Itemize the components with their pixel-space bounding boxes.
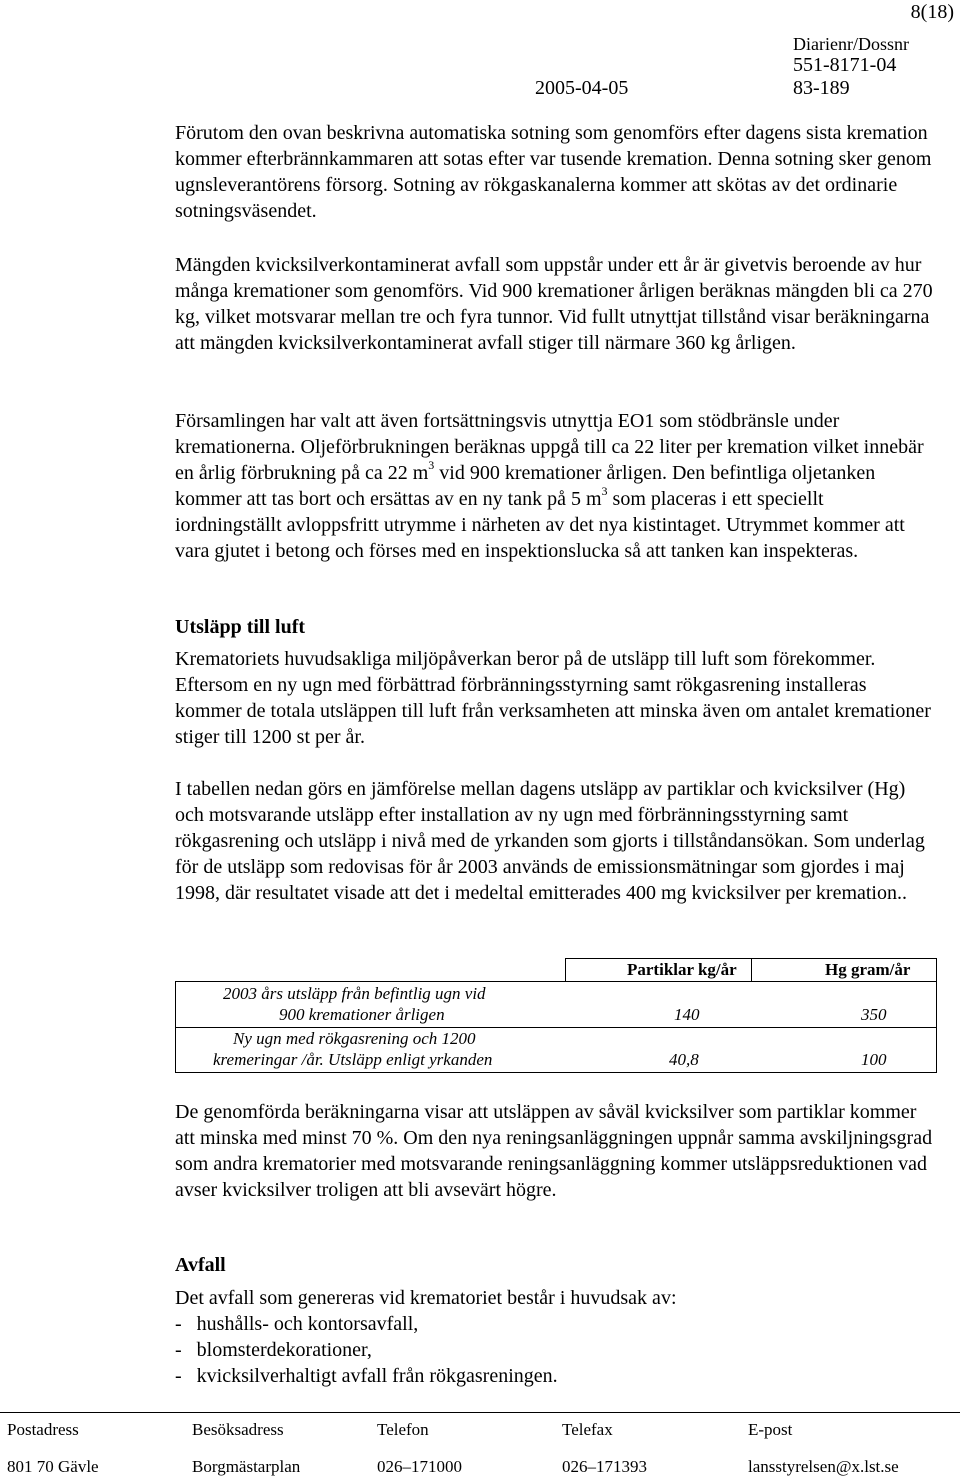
paragraph-sotning: Förutom den ovan beskrivna automatiska sotning som genomförs efter dagens sista kremation kommer efterbrännkammaren att sotas efter var tusende kremation. Denna sotning sker genom ugnsleverantörens försorg. Sotning av rökgaskanalerna kommer att skötas av det ordinarie sotningsväsendet. [175, 122, 932, 222]
paragraph-kvicksilveravfall: Mängden kvicksilverkontaminerat avfall som uppstår under ett år är givetvis beroende av hur många kremationer som genomförs. Vid 900 kremationer årligen beräknas mängden bli ca 270 kg, vilket motsvarar mellan tre och fyra tunnor. Vid fullt utnyttjat tillstånd visar beräkningarna att mängden kvicksilverkontaminerat avfall stiger till närmare 360 kg årligen. [175, 254, 933, 354]
diarienr-label: Diarienr/Dossnr [793, 34, 909, 54]
heading-utslapp-till-luft: Utsläpp till luft [175, 616, 306, 638]
footer-telefon: 026–171000 [377, 1457, 462, 1476]
paragraph-stodbransle [175, 408, 935, 564]
row2-partiklar: 40,8 [669, 1050, 699, 1069]
p3-part-b: vid 900 kremationer årligen. Den befintliga oljetanken kommer att tas bort och ersättas av en ny tank på 5 m [175, 462, 876, 510]
footer-label-epost: E-post [748, 1420, 793, 1439]
row2-label-line1: Ny ugn med rökgasrening och 1200 [233, 1029, 476, 1048]
paragraph-tabell-intro: I tabellen nedan görs en jämförelse mellan dagens utsläpp av partiklar och kvicksilver (Hg) och motsvarande utsläpp efter installation av ny ugn med förbränningsstyrning samt rökgasrening och utsläpp i nivå med de yrkanden som gjorts i tillståndansökan. Som underlag för de utsläpp som redovisas för år 2003 används de emissionsmätningar som gjordes i maj 1998, där resultatet visade att det i medeltal emitterades 400 mg kvicksilver per kremation.. [175, 778, 925, 904]
footer-besoksadress: Borgmästarplan [192, 1457, 301, 1476]
footer-label-postadress: Postadress [7, 1420, 79, 1439]
footer-divider [0, 1412, 960, 1413]
list-item: - blomsterdekorationer, [175, 1339, 372, 1361]
paragraph-berakningar: De genomförda beräkningarna visar att utsläppen av såväl kvicksilver som partiklar kommer att minska med minst 70 %. Om den nya reningsanläggningen uppnår samma avskiljningsgrad som andra krematorier med motsvarande reningsanläggning kommer utsläppsreduktionen vad avser kvicksilver troligen att bli avsevärt högre. [175, 1101, 933, 1201]
footer-telefax: 026–171393 [562, 1457, 647, 1476]
page-number: 8(18) [910, 1, 954, 23]
p3-part-a: Församlingen har valt att även fortsättningsvis utnyttja EO1 som stödbränsle under kremationerna. Oljeförbrukningen beräknas uppgå till ca 22 liter per kremation vilket innebär en årlig förbrukning på ca 22 m [175, 410, 924, 484]
footer-label-telefax: Telefax [562, 1420, 613, 1439]
paragraph-avfall-intro: Det avfall som genereras vid krematoriet består i huvudsak av: [175, 1287, 677, 1309]
footer-label-besoksadress: Besöksadress [192, 1420, 284, 1439]
footer-epost-link[interactable]: lansstyrelsen@x.lst.se [748, 1457, 899, 1476]
p3-part-c: som placeras i ett speciellt iordningställt avloppsfritt utrymme i närheten av det nya kistintaget. Utrymmet kommer att vara gjutet i betong och förses med en inspektionslucka så att tanken kan inspekteras. [175, 488, 905, 562]
list-item: - kvicksilverhaltigt avfall från rökgasreningen. [175, 1365, 558, 1387]
footer-label-telefon: Telefon [377, 1420, 429, 1439]
p3-superscript-2: 3 [601, 484, 608, 499]
row1-label-line1: 2003 års utsläpp från befintlig ugn vid [223, 984, 486, 1003]
table-header-partiklar: Partiklar kg/år [627, 960, 737, 979]
row1-hg: 350 [861, 1005, 887, 1024]
dossnr: 83-189 [793, 77, 850, 99]
p3-superscript-1: 3 [428, 458, 435, 473]
diarienr-value: 551-8171-04 [793, 54, 897, 76]
paragraph-miljopaverkan: Krematoriets huvudsakliga miljöpåverkan beror på de utsläpp till luft som förekommer. Eftersom en ny ugn med förbättrad förbränningsstyrning samt rökgasrening installeras kommer de totala utsläppen till luft från verksamheten att minska även om antalet kremationer stiger till 1200 st per år. [175, 648, 931, 748]
avfall-list [175, 1311, 935, 1389]
row1-label-line2: 900 kremationer årligen [279, 1005, 445, 1024]
emissions-table [175, 958, 937, 1073]
table-header-hg: Hg gram/år [825, 960, 911, 979]
list-item: - hushålls- och kontorsavfall, [175, 1313, 419, 1335]
row2-hg: 100 [861, 1050, 887, 1069]
footer-postadress: 801 70 Gävle [7, 1457, 99, 1476]
document-date: 2005-04-05 [535, 77, 629, 99]
heading-avfall: Avfall [175, 1254, 226, 1276]
row2-label-line2: kremeringar /år. Utsläpp enligt yrkanden [213, 1050, 493, 1069]
row1-partiklar: 140 [674, 1005, 700, 1024]
